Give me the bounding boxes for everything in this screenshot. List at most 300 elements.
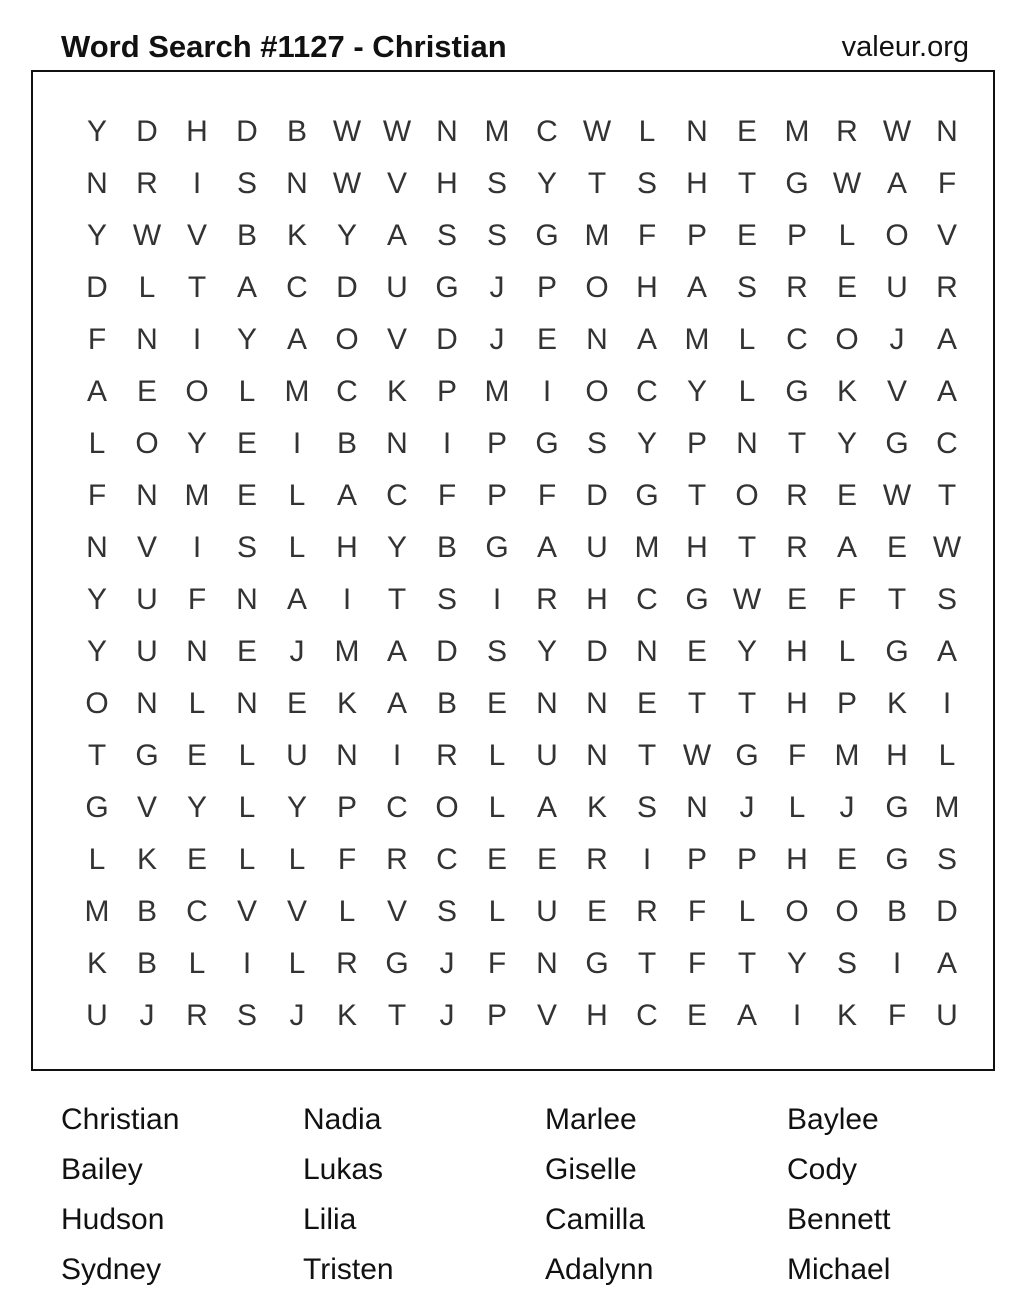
grid-letter: C: [936, 427, 958, 460]
grid-letter: U: [86, 999, 108, 1032]
grid-letter: K: [136, 843, 157, 876]
grid-letter: R: [836, 115, 858, 148]
grid-letter: R: [586, 843, 608, 876]
grid-letter: A: [936, 375, 957, 408]
grid-letter: R: [786, 271, 808, 304]
grid-letter: M: [634, 531, 660, 564]
grid-letter: P: [836, 687, 857, 720]
grid-letter: V: [886, 375, 907, 408]
grid-letter: F: [937, 167, 957, 200]
grid-letter: Y: [236, 323, 257, 356]
grid-letter: P: [536, 271, 557, 304]
grid-letter: C: [286, 271, 308, 304]
grid-letter: K: [286, 219, 307, 252]
grid-letter: N: [236, 687, 258, 720]
grid-letter: N: [536, 947, 558, 980]
grid-letter: F: [487, 947, 507, 980]
word-list-item: Lilia: [303, 1203, 357, 1236]
grid-letter: E: [636, 687, 657, 720]
grid-letter: P: [686, 843, 707, 876]
grid-letter: R: [636, 895, 658, 928]
grid-letter: C: [336, 375, 358, 408]
grid-letter: M: [184, 479, 210, 512]
grid-letter: K: [336, 687, 357, 720]
grid-letter: C: [186, 895, 208, 928]
grid-letter: H: [786, 635, 808, 668]
grid-letter: S: [436, 895, 457, 928]
grid-letter: I: [642, 843, 652, 876]
grid-letter: T: [687, 479, 707, 512]
grid-letter: O: [585, 375, 609, 408]
grid-letter: E: [236, 479, 257, 512]
grid-letter: E: [536, 843, 557, 876]
grid-letter: E: [736, 219, 757, 252]
grid-letter: W: [332, 167, 362, 200]
grid-letter: D: [436, 635, 458, 668]
grid-letter: E: [286, 687, 307, 720]
grid-letter: S: [836, 947, 857, 980]
grid-letter: K: [886, 687, 907, 720]
grid-letter: O: [585, 271, 609, 304]
grid-letter: L: [88, 427, 106, 460]
grid-letter: W: [332, 115, 362, 148]
grid-letter: S: [486, 635, 507, 668]
grid-letter: W: [382, 115, 412, 148]
grid-letter: A: [386, 219, 407, 252]
grid-letter: A: [86, 375, 107, 408]
grid-letter: M: [334, 635, 360, 668]
grid-letter: V: [936, 219, 957, 252]
grid-letter: F: [887, 999, 907, 1032]
grid-letter: P: [336, 791, 357, 824]
grid-letter: E: [586, 895, 607, 928]
grid-letter: N: [386, 427, 408, 460]
grid-letter: R: [336, 947, 358, 980]
grid-letter: G: [685, 583, 709, 616]
grid-letter: V: [236, 895, 257, 928]
grid-letter: I: [292, 427, 302, 460]
grid-letter: S: [236, 531, 257, 564]
grid-letter: N: [636, 635, 658, 668]
grid-letter: J: [489, 271, 505, 304]
grid-letter: H: [586, 583, 608, 616]
grid-letter: U: [286, 739, 308, 772]
grid-letter: Y: [336, 219, 357, 252]
grid-letter: I: [192, 323, 202, 356]
grid-letter: I: [492, 583, 502, 616]
grid-letter: N: [436, 115, 458, 148]
grid-letter: L: [838, 635, 856, 668]
grid-letter: G: [885, 635, 909, 668]
grid-letter: M: [284, 375, 310, 408]
grid-letter: Y: [836, 427, 857, 460]
grid-letter: H: [636, 271, 658, 304]
word-list-item: Nadia: [303, 1103, 382, 1136]
grid-letter: K: [836, 999, 857, 1032]
grid-letter: T: [687, 687, 707, 720]
grid-letter: P: [786, 219, 807, 252]
grid-letter: H: [786, 687, 808, 720]
word-list-item: Baylee: [787, 1103, 879, 1136]
grid-letter: M: [584, 219, 610, 252]
grid-letter: F: [537, 479, 557, 512]
grid-letter: E: [886, 531, 907, 564]
grid-letter: I: [342, 583, 352, 616]
grid-letter: F: [337, 843, 357, 876]
grid-letter: T: [187, 271, 207, 304]
grid-letter: T: [737, 947, 757, 980]
grid-letter: L: [938, 739, 956, 772]
grid-letter: U: [136, 583, 158, 616]
grid-letter: M: [484, 115, 510, 148]
grid-letter: M: [934, 791, 960, 824]
grid-letter: V: [136, 791, 157, 824]
grid-letter: N: [936, 115, 958, 148]
grid-letter: Y: [86, 219, 107, 252]
word-list-item: Marlee: [545, 1103, 637, 1136]
grid-letter: Y: [86, 115, 107, 148]
word-list-item: Christian: [61, 1103, 180, 1136]
grid-letter: O: [435, 791, 459, 824]
grid-letter: S: [486, 167, 507, 200]
grid-letter: Y: [686, 375, 707, 408]
grid-letter: L: [738, 895, 756, 928]
grid-letter: O: [85, 687, 109, 720]
grid-letter: L: [738, 375, 756, 408]
grid-letter: A: [936, 323, 957, 356]
grid-letter: H: [686, 531, 708, 564]
grid-letter: S: [236, 999, 257, 1032]
word-list-item: Adalynn: [545, 1253, 654, 1286]
grid-letter: S: [636, 167, 657, 200]
grid-letter: U: [886, 271, 908, 304]
grid-letter: W: [732, 583, 762, 616]
grid-letter: K: [336, 999, 357, 1032]
grid-letter: D: [586, 479, 608, 512]
grid-letter: I: [242, 947, 252, 980]
grid-letter: L: [238, 739, 256, 772]
grid-letter: A: [386, 635, 407, 668]
grid-letter: P: [486, 479, 507, 512]
grid-letter: F: [787, 739, 807, 772]
grid-letter: G: [535, 427, 559, 460]
grid-letter: G: [135, 739, 159, 772]
grid-letter: J: [139, 999, 155, 1032]
grid-letter: L: [138, 271, 156, 304]
grid-letter: N: [136, 687, 158, 720]
grid-letter: P: [436, 375, 457, 408]
puzzle-title: Word Search #1127 - Christian: [61, 29, 507, 64]
grid-letter: D: [136, 115, 158, 148]
grid-letter: W: [932, 531, 962, 564]
grid-letter: P: [486, 427, 507, 460]
grid-letter: N: [286, 167, 308, 200]
grid-letter: C: [536, 115, 558, 148]
grid-letter: G: [85, 791, 109, 824]
grid-letter: V: [386, 167, 407, 200]
grid-letter: C: [786, 323, 808, 356]
grid-letter: U: [536, 739, 558, 772]
grid-letter: S: [486, 219, 507, 252]
grid-letter: J: [889, 323, 905, 356]
grid-letter: U: [536, 895, 558, 928]
grid-letter: W: [132, 219, 162, 252]
grid-letter: V: [386, 323, 407, 356]
word-list-item: Hudson: [61, 1203, 165, 1236]
grid-letter: L: [488, 895, 506, 928]
grid-letter: N: [136, 323, 158, 356]
grid-letter: F: [87, 479, 107, 512]
grid-letter: G: [535, 219, 559, 252]
puzzle-box: [31, 70, 995, 1071]
grid-letter: E: [486, 687, 507, 720]
grid-letter: W: [832, 167, 862, 200]
grid-letter: J: [289, 635, 305, 668]
grid-letter: G: [585, 947, 609, 980]
grid-letter: L: [238, 791, 256, 824]
grid-letter: U: [386, 271, 408, 304]
grid-letter: R: [936, 271, 958, 304]
grid-letter: U: [586, 531, 608, 564]
grid-letter: N: [586, 739, 608, 772]
grid-letter: A: [636, 323, 657, 356]
grid-letter: J: [489, 323, 505, 356]
grid-letter: S: [436, 219, 457, 252]
grid-letter: I: [192, 531, 202, 564]
grid-letter: D: [936, 895, 958, 928]
word-list-item: Tristen: [303, 1253, 394, 1286]
grid-letter: G: [485, 531, 509, 564]
grid-letter: Y: [736, 635, 757, 668]
grid-letter: O: [735, 479, 759, 512]
grid-letter: R: [786, 479, 808, 512]
grid-letter: I: [192, 167, 202, 200]
grid-letter: G: [635, 479, 659, 512]
word-list-item: Sydney: [61, 1253, 162, 1286]
grid-letter: A: [386, 687, 407, 720]
letter-grid: [72, 106, 972, 1042]
grid-letter: G: [435, 271, 459, 304]
grid-letter: L: [188, 947, 206, 980]
grid-letter: T: [737, 167, 757, 200]
grid-letter: R: [186, 999, 208, 1032]
grid-letter: N: [686, 791, 708, 824]
word-list-item: Bennett: [787, 1203, 891, 1236]
grid-letter: N: [136, 479, 158, 512]
grid-letter: F: [87, 323, 107, 356]
grid-letter: F: [637, 219, 657, 252]
grid-letter: R: [436, 739, 458, 772]
grid-letter: V: [286, 895, 307, 928]
grid-letter: J: [839, 791, 855, 824]
grid-letter: O: [335, 323, 359, 356]
grid-letter: V: [136, 531, 157, 564]
grid-letter: H: [436, 167, 458, 200]
grid-letter: H: [186, 115, 208, 148]
grid-letter: K: [386, 375, 407, 408]
grid-letter: Y: [286, 791, 307, 824]
grid-letter: D: [86, 271, 108, 304]
grid-letter: O: [785, 895, 809, 928]
grid-letter: G: [785, 375, 809, 408]
word-list-item: Lukas: [303, 1153, 384, 1186]
grid-letter: A: [286, 583, 307, 616]
grid-letter: B: [136, 895, 157, 928]
grid-letter: L: [188, 687, 206, 720]
grid-letter: W: [682, 739, 712, 772]
grid-letter: R: [786, 531, 808, 564]
grid-letter: J: [439, 947, 455, 980]
grid-letter: J: [739, 791, 755, 824]
grid-letter: H: [336, 531, 358, 564]
grid-letter: F: [687, 895, 707, 928]
grid-letter: I: [442, 427, 452, 460]
grid-letter: N: [86, 531, 108, 564]
grid-letter: L: [488, 791, 506, 824]
grid-letter: A: [536, 791, 557, 824]
grid-letter: A: [236, 271, 257, 304]
grid-letter: O: [185, 375, 209, 408]
word-list-item: Giselle: [545, 1153, 637, 1186]
grid-letter: B: [286, 115, 307, 148]
grid-letter: I: [892, 947, 902, 980]
grid-letter: G: [735, 739, 759, 772]
grid-letter: Y: [186, 791, 207, 824]
grid-letter: A: [836, 531, 857, 564]
grid-letter: N: [536, 687, 558, 720]
grid-letter: Y: [86, 635, 107, 668]
grid-letter: S: [936, 583, 957, 616]
grid-letter: L: [288, 479, 306, 512]
grid-letter: B: [886, 895, 907, 928]
grid-letter: Y: [536, 167, 557, 200]
grid-letter: C: [636, 583, 658, 616]
grid-letter: T: [387, 999, 407, 1032]
grid-letter: G: [785, 167, 809, 200]
grid-letter: B: [436, 531, 457, 564]
grid-letter: C: [636, 375, 658, 408]
grid-letter: Y: [786, 947, 807, 980]
grid-letter: T: [937, 479, 957, 512]
grid-letter: W: [882, 479, 912, 512]
grid-letter: L: [238, 375, 256, 408]
grid-letter: F: [437, 479, 457, 512]
grid-letter: M: [684, 323, 710, 356]
grid-letter: S: [936, 843, 957, 876]
grid-letter: C: [386, 791, 408, 824]
grid-letter: M: [784, 115, 810, 148]
grid-letter: H: [886, 739, 908, 772]
grid-letter: P: [686, 427, 707, 460]
grid-letter: K: [836, 375, 857, 408]
grid-letter: L: [338, 895, 356, 928]
grid-letter: N: [736, 427, 758, 460]
word-list-item: Camilla: [545, 1203, 646, 1236]
grid-letter: D: [236, 115, 258, 148]
grid-letter: T: [387, 583, 407, 616]
grid-letter: N: [336, 739, 358, 772]
grid-letter: J: [439, 999, 455, 1032]
grid-letter: R: [536, 583, 558, 616]
grid-letter: I: [792, 999, 802, 1032]
grid-letter: Y: [186, 427, 207, 460]
grid-letter: S: [436, 583, 457, 616]
grid-letter: U: [936, 999, 958, 1032]
grid-letter: V: [186, 219, 207, 252]
grid-letter: H: [686, 167, 708, 200]
grid-letter: N: [686, 115, 708, 148]
grid-letter: A: [686, 271, 707, 304]
grid-letter: L: [288, 947, 306, 980]
grid-letter: F: [837, 583, 857, 616]
grid-letter: L: [288, 843, 306, 876]
grid-letter: A: [936, 635, 957, 668]
grid-letter: N: [586, 323, 608, 356]
grid-letter: L: [88, 843, 106, 876]
grid-letter: P: [736, 843, 757, 876]
grid-letter: S: [586, 427, 607, 460]
grid-letter: E: [136, 375, 157, 408]
grid-letter: T: [787, 427, 807, 460]
word-list: [61, 1095, 1029, 1295]
grid-letter: M: [84, 895, 110, 928]
grid-letter: W: [582, 115, 612, 148]
grid-letter: E: [786, 583, 807, 616]
grid-letter: E: [236, 427, 257, 460]
grid-letter: A: [736, 999, 757, 1032]
grid-letter: T: [637, 947, 657, 980]
grid-letter: E: [186, 843, 207, 876]
grid-letter: V: [386, 895, 407, 928]
grid-letter: O: [835, 895, 859, 928]
grid-letter: U: [136, 635, 158, 668]
grid-letter: F: [687, 947, 707, 980]
grid-letter: S: [236, 167, 257, 200]
grid-letter: N: [236, 583, 258, 616]
grid-letter: G: [885, 843, 909, 876]
grid-letter: T: [87, 739, 107, 772]
grid-letter: A: [886, 167, 907, 200]
grid-letter: A: [536, 531, 557, 564]
grid-letter: Y: [536, 635, 557, 668]
grid-letter: S: [736, 271, 757, 304]
grid-letter: A: [936, 947, 957, 980]
grid-letter: E: [686, 999, 707, 1032]
grid-letter: E: [836, 843, 857, 876]
grid-letter: Y: [636, 427, 657, 460]
grid-letter: V: [536, 999, 557, 1032]
grid-letter: Y: [86, 583, 107, 616]
grid-letter: L: [488, 739, 506, 772]
grid-letter: C: [636, 999, 658, 1032]
grid-letter: L: [288, 531, 306, 564]
grid-letter: K: [86, 947, 107, 980]
grid-letter: R: [386, 843, 408, 876]
grid-letter: C: [436, 843, 458, 876]
grid-letter: H: [586, 999, 608, 1032]
grid-letter: A: [336, 479, 357, 512]
grid-letter: N: [86, 167, 108, 200]
grid-letter: Y: [386, 531, 407, 564]
grid-letter: G: [385, 947, 409, 980]
grid-letter: N: [586, 687, 608, 720]
grid-letter: D: [436, 323, 458, 356]
grid-letter: W: [882, 115, 912, 148]
grid-letter: E: [736, 115, 757, 148]
grid-letter: I: [942, 687, 952, 720]
grid-letter: B: [236, 219, 257, 252]
word-list-item: Michael: [787, 1253, 891, 1286]
